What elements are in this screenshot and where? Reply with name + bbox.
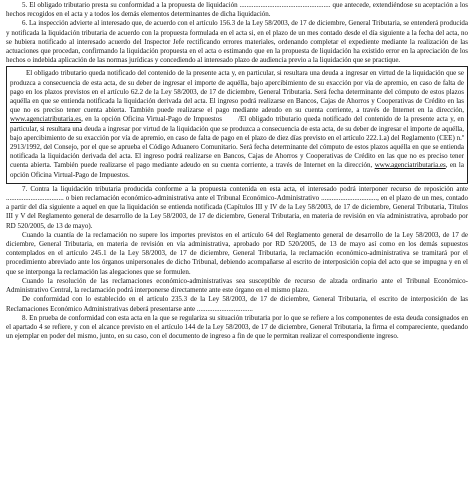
agencia-tributaria-link[interactable]: www.agenciatributaria.es (374, 161, 446, 170)
paragraph-5-conformidad: 5. El obligado tributario presta su conformidad a la propuesta de liquidación .................................................... que antecede, extendiéndose su aceptación a los hechos recogidos en el acta y a todos los demás elementos determinantes de dicha liquidación. (6, 1, 468, 19)
notice-box-deuda-ingresar (6, 66, 468, 183)
paragraph-8-prueba-conformidad: 8. En prueba de conformidad con esta acta en la que se regulariza su situación tributaria por lo que se refiere a los componentes de esta deuda consignados en el apartado 4 se refiere, y con el alcance previsto en el artículo 144 de la Ley 58/2003, de 17 de diciembre, General Tributaria, la firma el compareciente, quedando un ejemplar en poder del mismo, junto, en su caso, con el documento de ingreso a fin de que le permitan realizar el correspondiente ingreso. (6, 313, 468, 341)
separator-slash: / (238, 115, 240, 124)
agencia-tributaria-link[interactable]: www.agenciatributaria.es (10, 115, 82, 124)
notice-text-tributos-internos (10, 69, 464, 179)
paragraph-procedimiento-abreviado: Cuando la cuantía de la reclamación no supere los importes previstos en el artículo 64 del Reglamento general de desarrollo de la Ley 58/2003, de 17 de diciembre, General Tributaria, en materia de revisión en vía administrativa, aprobado por RD 520/2005, de 13 de mayo así como en los demás supuestos contemplados en el artículo 245.1 de la Ley 58/2003, de 17 de diciembre, General Tributaria, la reclamación económico-administrativa se tramitará por el procedimiento abreviado ante los órganos unipersonales de dicho Tribunal, debiendo acompañarse al escrito de interposición copia del acto que se impugna y en el que se interponga la reclamación las alegaciones que se formulen. (6, 230, 468, 276)
paragraph-7-recurso-reposicion: 7. Contra la liquidación tributaria producida conforme a la propuesta contenida en esta acta, el interesado podrá interponer recurso de reposición ante ................................. o bien reclamación económico-administrativa ante el Tribunal Económico-Administrativo ................................, en el plazo de un mes, contado a partir del día siguiente a aquel en que la liquidación se entienda notificada (Capítulos III y IV de la Ley 58/2003, de 17 de diciembre, General Tributaria, Títulos III y V del Reglamento general de desarrollo de la Ley 58/2003, de 17 de diciembre, General Tributaria, en materia de revisión en vía administrativa, aprobado por RD 520/2005, de 13 de mayo). (6, 184, 468, 230)
notice-text-body: El obligado tributario queda notificado del contenido de la presente acta y, en particular, si resultara una deuda a ingresar en virtud de la liquidación que se produzca a consecuencia de esta acta, de su deber de ingresar el importe de aquélla, bajo apercibimiento de su exacción por vía de apremio, en caso de falta de pago en los plazos previstos en el artículo 62.2 de la Ley 58/2003, de 17 de diciembre, General Tributaria. Será fecha determinante del cómputo de estos plazos aquélla en que se entienda notificada la liquidación derivada del acta. El ingreso podrá realizarse en Bancos, Cajas de Ahorros y Cooperativas de Crédito en las que no es preciso tener cuenta abierta. También puede realizarse el pago mediante adeudo en su cuenta corriente, a través de Internet en la dirección, www.agenciatributaria.es, en la opción Oficina Virtual-Pago de Impuestos (10, 69, 464, 124)
paragraph-presentacion-escrito: De conformidad con lo establecido en el artículo 235.3 de la Ley 58/2003, de 17 de diciembre, General Tributaria, el escrito de interposición de las Reclamaciones Económico Administrativas deberá presentarse ante ................................ (6, 295, 468, 313)
paragraph-recurso-alzada: Cuando la resolución de las reclamaciones económico-administrativas sea susceptible de recurso de alzada ordinario ante el Tribunal Económico-Administrativo Central, la reclamación podrá interponerse directamente ante este órgano en el mismo plazo. (6, 276, 468, 295)
notice-text-aduanas: El obligado tributario queda notificado del contenido de la presente acta y, en particular, si resultara una deuda a ingresar por virtud de la liquidación que se produzca a consecuencia de esta acta, de su deber de ingresar el importe de aquélla, bajo apercibimiento de su exacción por vía de apremio, en caso de falta de pago en el plazo de diez días previsto en el artículo 222.1.a) del Reglamento (CEE) n.º 2913/1992, del Consejo, por el que se aprueba el Código Aduanero Comunitario. Será fecha determinante del cómputo de estos plazos aquélla en que se entienda notificada la liquidación derivada del acta. El ingreso podrá realizarse en Bancos, Cajas de Ahorros y Cooperativas de Crédito en las que no es preciso tener cuenta abierta. También puede realizarse el pago mediante adeudo en su cuenta corriente, a través de Internet en la dirección, www.agenciatributaria.es, en la opción Oficina Virtual-Pago de Impuestos. (10, 115, 464, 179)
paragraph-6-liquidacion-notificada: 6. La inspección advierte al interesado que, de acuerdo con el artículo 156.3 de la Ley 58/2003, de 17 de diciembre, General Tributaria, se entenderá producida y notificada la liquidación tributaria de acuerdo con la propuesta formulada en el acta si, en el plazo de un mes contado desde el día siguiente a la fecha del acta, no se hubiera notificado al interesado acuerdo del Inspector Jefe rectificando errores materiales, ordenando completar el expediente mediante la realización de las actuaciones que procedan, confirmando la liquidación propuesta en el acta o estimando que en la propuesta de liquidación ha existido error en la apreciación de los hechos o indebida aplicación de las normas jurídicas y concediendo al interesado plazo de audiencia previo a la liquidación que se practique. (6, 19, 468, 65)
